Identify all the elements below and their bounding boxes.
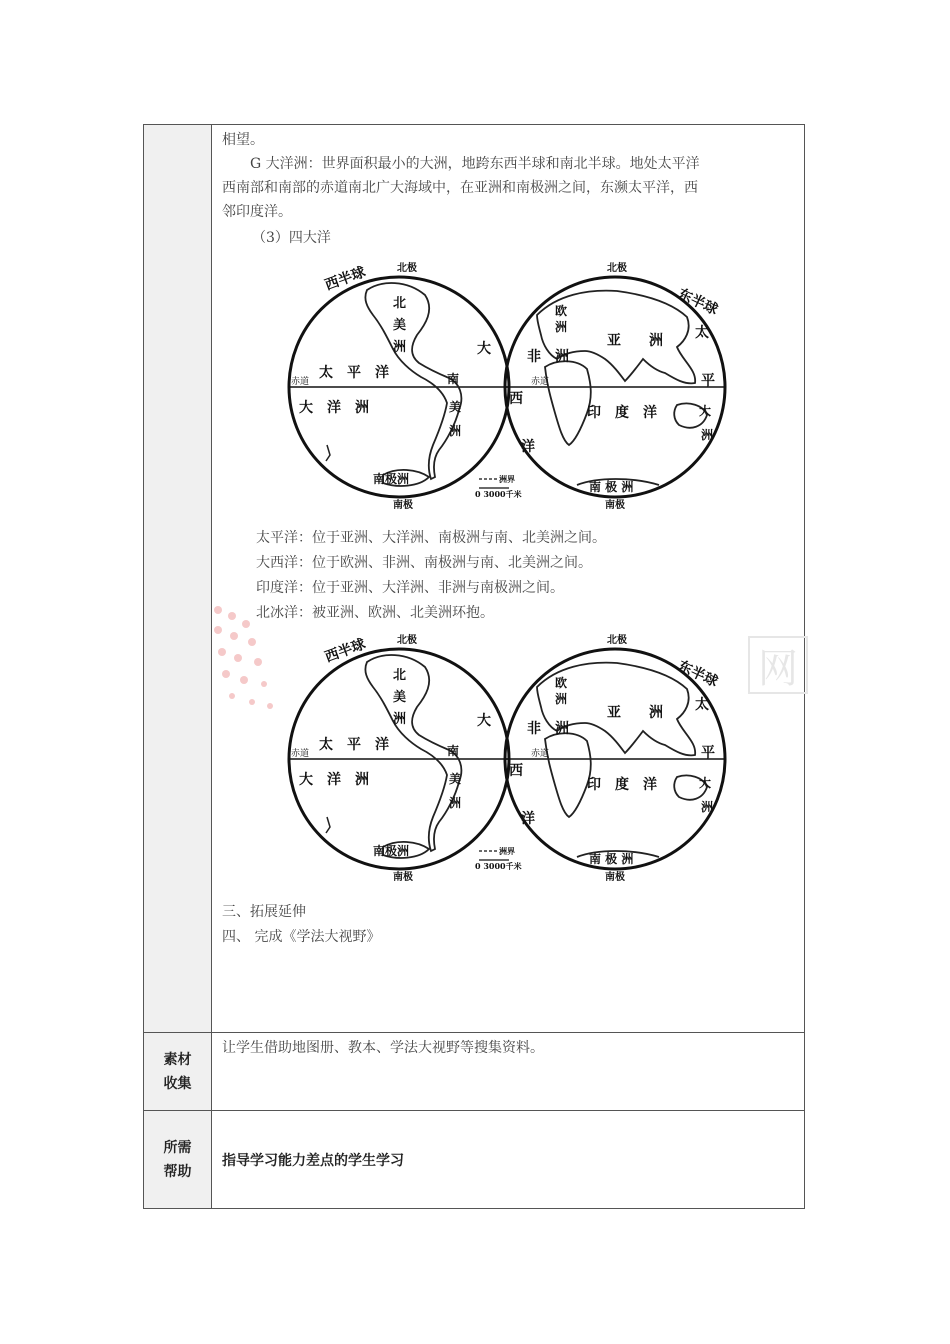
- islands-west: [326, 445, 330, 461]
- eastern-hemisphere-2: [505, 633, 725, 883]
- label-sa-1: 南: [447, 372, 460, 386]
- label-sa-2: 美: [449, 400, 462, 414]
- label-south-pole-east-2: 南极: [605, 872, 625, 883]
- label-africa-2: 洲: [555, 349, 569, 365]
- western-hemisphere: [289, 261, 509, 511]
- label-europe-1-2: 欧: [555, 676, 568, 690]
- label-indian-1-2: 印: [587, 777, 601, 793]
- label-indian-2: 度: [615, 405, 629, 421]
- label-atlantic-west-2-2: 洋: [327, 772, 341, 788]
- label-west-hemisphere-2: 西半球: [322, 636, 368, 666]
- material-text: 让学生借助地图册、教本、学法大视野等搜集资料。: [222, 1040, 544, 1056]
- world-map-svg-1: [287, 255, 737, 513]
- label-ping-east-2: 平: [701, 745, 715, 761]
- atlantic-desc: 大西洋：位于欧洲、非洲、南极洲与南、北美洲之间。: [256, 555, 592, 571]
- label-na-2: 美: [393, 318, 407, 333]
- label-equator-west-2: 赤道: [291, 749, 310, 759]
- label-na-1-2: 北: [393, 668, 407, 683]
- help-text: 指导学习能力差点的学生学习: [222, 1153, 404, 1169]
- label-asia-2-2: 洲: [649, 705, 663, 721]
- label-north-pole-east-2: 北极: [607, 635, 627, 646]
- label-europe-2: 洲: [555, 320, 568, 334]
- help-label-cell: [144, 1111, 212, 1208]
- label-yang-east: 洋: [521, 439, 535, 455]
- label-indian-3-2: 洋: [643, 777, 657, 793]
- label-pacific-1-2: 太: [319, 737, 333, 753]
- label-da-west: 大: [477, 341, 491, 357]
- world-map-1: [287, 255, 737, 513]
- label-pacific-2-2: 平: [347, 737, 361, 753]
- western-hemisphere-2: [289, 633, 509, 883]
- label-antarctica-west-2: 南极洲: [373, 844, 410, 858]
- label-pacific-3-2: 洋: [375, 737, 389, 753]
- label-antarctica-east-2: 南 极 洲: [589, 852, 634, 866]
- label-pacific-3: 洋: [375, 365, 389, 381]
- label-tai-east-2: 太: [695, 697, 709, 713]
- label-ping-east: 平: [701, 373, 715, 389]
- label-equator-west: 赤道: [291, 377, 310, 387]
- label-sa-1-2: 南: [447, 744, 460, 758]
- label-east-hemisphere: 东半球: [675, 286, 721, 319]
- arctic-desc: 北冰洋：被亚洲、欧洲、北美洲环抱。: [256, 605, 494, 621]
- label-east-hemisphere-2: 东半球: [675, 658, 721, 691]
- label-europe-1: 欧: [555, 304, 568, 318]
- label-atlantic-west-3: 洲: [355, 400, 369, 416]
- label-sa-3-2: 洲: [449, 796, 462, 810]
- label-equator-east-2: 赤道: [531, 749, 550, 759]
- label-sa-3: 洲: [449, 424, 462, 438]
- label-antarctica-east: 南 极 洲: [589, 480, 634, 494]
- help-content: [212, 1111, 804, 1208]
- label-west-hemisphere: 西半球: [322, 264, 368, 294]
- map-legend: [475, 474, 522, 499]
- legend-scale-label-2: 0 3000千米: [475, 861, 522, 871]
- label-south-pole-east: 南极: [605, 500, 625, 511]
- label-na-3: 洲: [393, 340, 407, 355]
- label-africa-2-2: 洲: [555, 721, 569, 737]
- label-oceania-east-2: 洲: [701, 800, 714, 814]
- indian-desc: 印度洋：位于亚洲、大洋洲、非洲与南极洲之间。: [256, 580, 564, 596]
- text-xiangwang: 相望。: [222, 132, 264, 148]
- label-north-pole-west: 北极: [397, 263, 417, 274]
- content-row: [144, 125, 804, 1033]
- material-row: [144, 1033, 804, 1111]
- label-africa-1: 非: [527, 349, 541, 365]
- africa-outline: [545, 361, 591, 445]
- section-four-oceans: （3）四大洋: [252, 230, 331, 246]
- islands-west-2: [326, 817, 330, 833]
- label-pacific-1: 太: [319, 365, 333, 381]
- section-extend: 三、拓展延伸: [222, 904, 306, 920]
- label-xi-east-2: 西: [509, 763, 523, 779]
- label-na-2-2: 美: [393, 690, 407, 705]
- legend-boundary-label: 洲界: [499, 474, 515, 484]
- world-map-2: [287, 627, 737, 885]
- label-pacific-2: 平: [347, 365, 361, 381]
- label-indian-3: 洋: [643, 405, 657, 421]
- watermark-text: [748, 636, 808, 694]
- label-da-east-2: 大: [699, 776, 712, 790]
- label-south-pole-west: 南极: [393, 500, 413, 511]
- label-sa-2-2: 美: [449, 772, 462, 786]
- label-europe-2-2: 洲: [555, 692, 568, 706]
- label-xi-east: 西: [509, 391, 523, 407]
- label-north-pole-west-2: 北极: [397, 635, 417, 646]
- label-antarctica-west: 南极洲: [373, 472, 410, 486]
- label-africa-1-2: 非: [527, 721, 541, 737]
- label-equator-east: 赤道: [531, 377, 550, 387]
- label-indian-1: 印: [587, 405, 601, 421]
- material-label: 素材收集: [163, 1051, 192, 1092]
- material-content: [212, 1033, 804, 1110]
- legend-scale-label: 0 3000千米: [475, 489, 522, 499]
- africa-outline-2: [545, 733, 591, 817]
- label-yang-east-2: 洋: [521, 811, 535, 827]
- map-legend-2: [475, 846, 522, 871]
- oceania-line-1: G 大洋洲：世界面积最小的大洲，地跨东西半球和南北半球。地处太平洋: [250, 156, 700, 172]
- label-south-pole-west-2: 南极: [393, 872, 413, 883]
- legend-boundary-label-2: 洲界: [499, 846, 515, 856]
- help-label: 所需帮助: [163, 1139, 192, 1180]
- eastern-hemisphere: [505, 261, 725, 511]
- label-atlantic-west-1: 大: [299, 400, 313, 416]
- oceania-line-2: 西南部和南部的赤道南北广大海域中，在亚洲和南极洲之间，东濒太平洋，西: [222, 180, 698, 196]
- content-body: [212, 125, 804, 1032]
- label-da-east: 大: [699, 404, 712, 418]
- label-asia-1: 亚: [607, 333, 621, 349]
- watermark-dots-svg: [208, 600, 288, 730]
- section-complete: 四、 完成《学法大视野》: [222, 929, 381, 945]
- watermark-char: 网: [758, 645, 798, 692]
- label-na-3-2: 洲: [393, 712, 407, 727]
- label-indian-2-2: 度: [615, 777, 629, 793]
- label-tai-east: 太: [695, 325, 709, 341]
- label-atlantic-west-3-2: 洲: [355, 772, 369, 788]
- label-atlantic-west-1-2: 大: [299, 772, 313, 788]
- help-row: [144, 1111, 804, 1208]
- label-atlantic-west-2: 洋: [327, 400, 341, 416]
- pacific-desc: 太平洋：位于亚洲、大洋洲、南极洲与南、北美洲之间。: [256, 530, 606, 546]
- label-asia-1-2: 亚: [607, 705, 621, 721]
- watermark-dots: [208, 600, 288, 734]
- world-map-svg-2: [287, 627, 737, 885]
- label-oceania-east: 洲: [701, 428, 714, 442]
- label-na-1: 北: [393, 296, 407, 311]
- label-asia-2: 洲: [649, 333, 663, 349]
- content-row-label: [144, 125, 212, 1032]
- label-north-pole-east: 北极: [607, 263, 627, 274]
- oceania-line-3: 邻印度洋。: [222, 204, 292, 220]
- label-da-west-2: 大: [477, 713, 491, 729]
- material-label-cell: [144, 1033, 212, 1110]
